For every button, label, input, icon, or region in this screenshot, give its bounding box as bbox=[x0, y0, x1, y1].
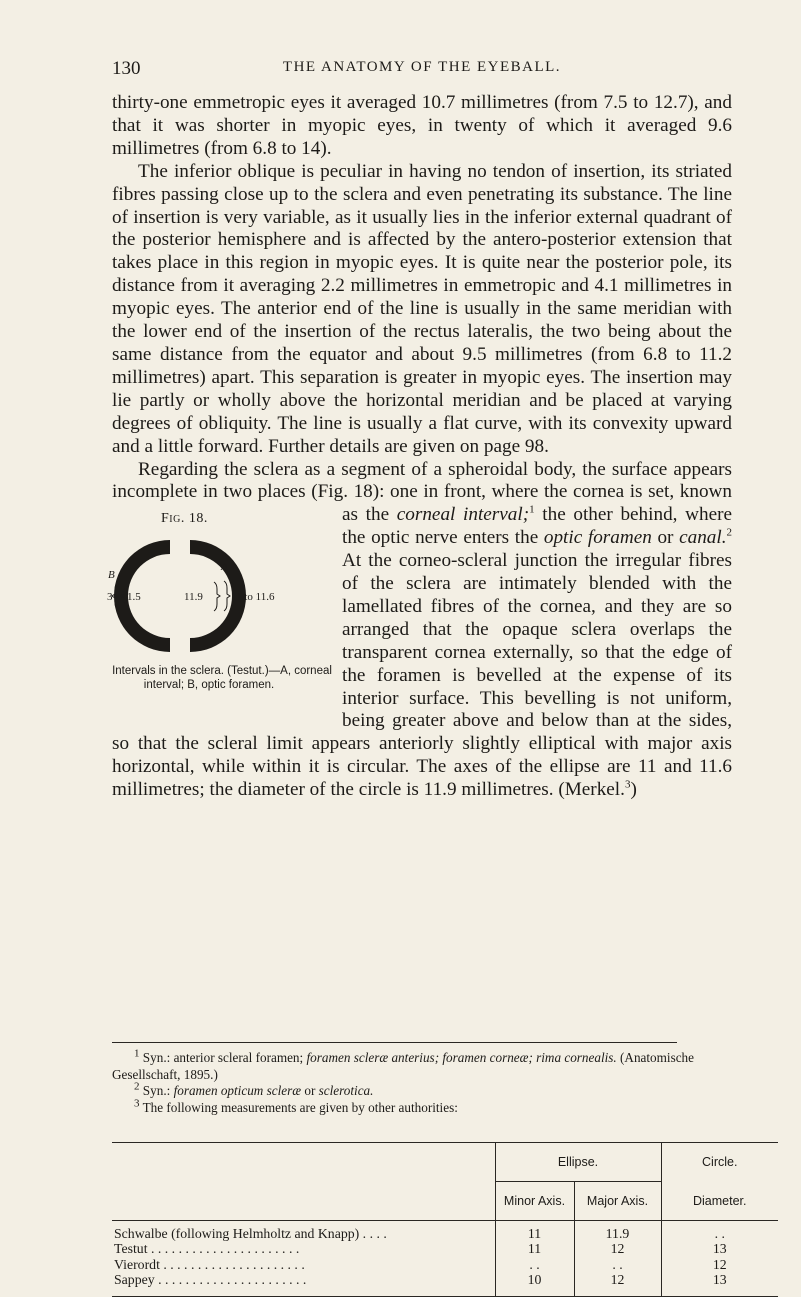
paragraph-inferior-oblique: The inferior oblique is peculiar in having no tendon of insertion, its striated fibres passing close up to the sclera and even penetrating its substance. The line of insertion is very variable, as it usually lies in the inferior external quadrant of the posterior hemisphere and is affected by the antero-posterior extension that takes place in this region in myopic eyes. It is quite near the posterior pole, its distance from it averaging 2.2 millimetres in emmetropic and 4.1 millimetres in myopic eyes. The anterior end of the line is usually in the same meridian with the lower end of the insertion of the rectus lateralis, the two being about the same distance from the equator and about 9.5 millimetres (from 6.8 to 11.2 millimetres) apart. This separation is greater in myopic eyes. The insertion may lie partly or wholly above the horizontal meridian and be placed at varying degrees of obliquity. The line is usually a flat curve, with its convexity upward and a little forward. Further details are given on page 98. bbox=[112, 160, 732, 457]
label-11-to-11-6: 11 to 11.6 bbox=[231, 591, 275, 604]
sclera-ring-left bbox=[114, 540, 170, 652]
diameter-cell bbox=[661, 1221, 778, 1297]
term-optic-foramen: optic foramen bbox=[543, 527, 652, 549]
major-axis-value: 11.9 bbox=[605, 1226, 630, 1241]
footnotes bbox=[112, 1047, 732, 1116]
major-axis-value: 12 bbox=[610, 1241, 625, 1257]
term-canal: canal. bbox=[679, 527, 727, 549]
minor-axis-value: 10 bbox=[527, 1272, 542, 1288]
brace-11-to-11-6 bbox=[224, 581, 230, 611]
header-circle: Circle. bbox=[661, 1143, 778, 1182]
brace-11-9 bbox=[214, 582, 220, 611]
authority-testut: Testut . . . . . . . . . . . . . . . . . . . . . . bbox=[114, 1241, 300, 1257]
diameter-value: 13 bbox=[712, 1272, 727, 1288]
body-text bbox=[107, 92, 733, 802]
footnote-1 bbox=[112, 1047, 732, 1083]
label-a: A bbox=[221, 561, 228, 574]
footnote-1-tail: (Anatomische Gesellschaft, 1895.) bbox=[112, 1050, 695, 1082]
page-header bbox=[112, 58, 732, 82]
header-minor-axis: Minor Axis. bbox=[495, 1182, 574, 1221]
figure-18 bbox=[86, 504, 332, 722]
figure-title: Fig. 18. bbox=[161, 511, 208, 527]
measurements-table bbox=[112, 1142, 778, 1297]
footnote-3 bbox=[112, 1097, 732, 1117]
footnote-3-number: 3 bbox=[134, 1097, 140, 1110]
label-1-5: 1.5 bbox=[127, 591, 141, 604]
footnote-ref-1: 1 bbox=[529, 503, 535, 516]
footnote-1-number: 1 bbox=[134, 1047, 140, 1060]
minor-axis-value: 11 bbox=[527, 1241, 542, 1257]
paragraph-sclera bbox=[107, 458, 733, 803]
label-11-9: 11.9 bbox=[184, 591, 203, 604]
diameter-value: . . bbox=[714, 1226, 725, 1241]
sclera-rest: At the corneo-scleral junction the irregular fibres of the sclera are intimately blended with the lamellated fibres of the cornea, and they are so arranged that the opaque sclera overlaps the transparent cornea externally, so that the edge of the foramen is bevelled at the expense of its interior surface. This bevelling is not uniform, being greater above and below than at the sides, so that the scleral limit appears anteriorly slightly elliptical with major axis horizontal, while within it is circular. The axes of the ellipse are 11 and 11.6 millimetres; the diameter of the circle is 11.9 millimetres. (Merkel. bbox=[112, 550, 732, 801]
minor-axis-value: . . bbox=[529, 1256, 540, 1272]
footnote-2-latin-2: sclerotica. bbox=[318, 1083, 374, 1099]
footnote-rule bbox=[112, 1042, 677, 1043]
figure-diagram bbox=[98, 526, 303, 666]
header-diameter: Diameter. bbox=[661, 1182, 778, 1221]
sclera-close: ) bbox=[630, 779, 637, 801]
major-axis-cell bbox=[574, 1221, 661, 1297]
word-or: or bbox=[651, 527, 680, 549]
authority-vierordt: Vierordt . . . . . . . . . . . . . . . . . . . . . bbox=[114, 1256, 305, 1272]
footnote-ref-3: 3 bbox=[624, 778, 631, 791]
sclera-lead: Regarding the sclera as a segment of a spheroidal body, the surface appears incomplete in two places (Fig. 18): one in front, where the cornea is set, known as the bbox=[112, 458, 732, 526]
authority-schwalbe: Schwalbe (following Helmholtz and Knapp) . . . . bbox=[114, 1226, 387, 1241]
label-3: 3 bbox=[107, 591, 113, 604]
footnote-2-number: 2 bbox=[134, 1080, 140, 1093]
footnote-3-text: The following measurements are given by other authorities: bbox=[142, 1099, 458, 1115]
footnote-ref-2: 2 bbox=[726, 526, 733, 539]
sclera-mid: the other behind, where the optic nerve enters the bbox=[342, 504, 733, 549]
authority-sappey: Sappey . . . . . . . . . . . . . . . . . . . . . . bbox=[114, 1272, 307, 1288]
table-corner bbox=[112, 1143, 495, 1221]
term-corneal-interval: corneal interval; bbox=[396, 504, 530, 526]
header-major-axis: Major Axis. bbox=[574, 1182, 661, 1221]
diameter-value: 12 bbox=[712, 1256, 727, 1272]
footnote-2-latin-1: foramen opticum scleræ bbox=[173, 1083, 302, 1099]
minor-axis-value: 11 bbox=[527, 1226, 542, 1241]
minor-axis-cell bbox=[495, 1221, 574, 1297]
footnote-2-or: or bbox=[301, 1083, 319, 1099]
diameter-value: 13 bbox=[712, 1241, 727, 1257]
footnote-2 bbox=[112, 1080, 732, 1100]
header-ellipse: Ellipse. bbox=[495, 1143, 661, 1182]
page-number: 130 bbox=[112, 58, 141, 79]
footnote-1-lead: Syn.: anterior scleral foramen; bbox=[142, 1050, 307, 1065]
authorities-cell bbox=[112, 1221, 495, 1297]
paragraph-continuation: thirty-one emmetropic eyes it averaged 10.7 millimetres (from 7.5 to 12.7), and that it was shorter in myopic eyes, in twenty of which it averaged 9.6 millimetres (from 6.8 to 14). bbox=[112, 92, 732, 159]
footnote-2-lead: Syn.: bbox=[142, 1083, 174, 1099]
running-title: THE ANATOMY OF THE EYEBALL. bbox=[282, 59, 562, 75]
major-axis-value: 12 bbox=[610, 1272, 625, 1288]
major-axis-value: . . bbox=[612, 1256, 623, 1272]
figure-caption: Intervals in the sclera. (Testut.)—A, corneal interval; B, optic foramen. bbox=[112, 665, 332, 692]
footnote-1-latin: foramen scleræ anterius; foramen corneæ; rima cornealis. bbox=[306, 1050, 617, 1065]
label-b: B bbox=[108, 569, 115, 582]
